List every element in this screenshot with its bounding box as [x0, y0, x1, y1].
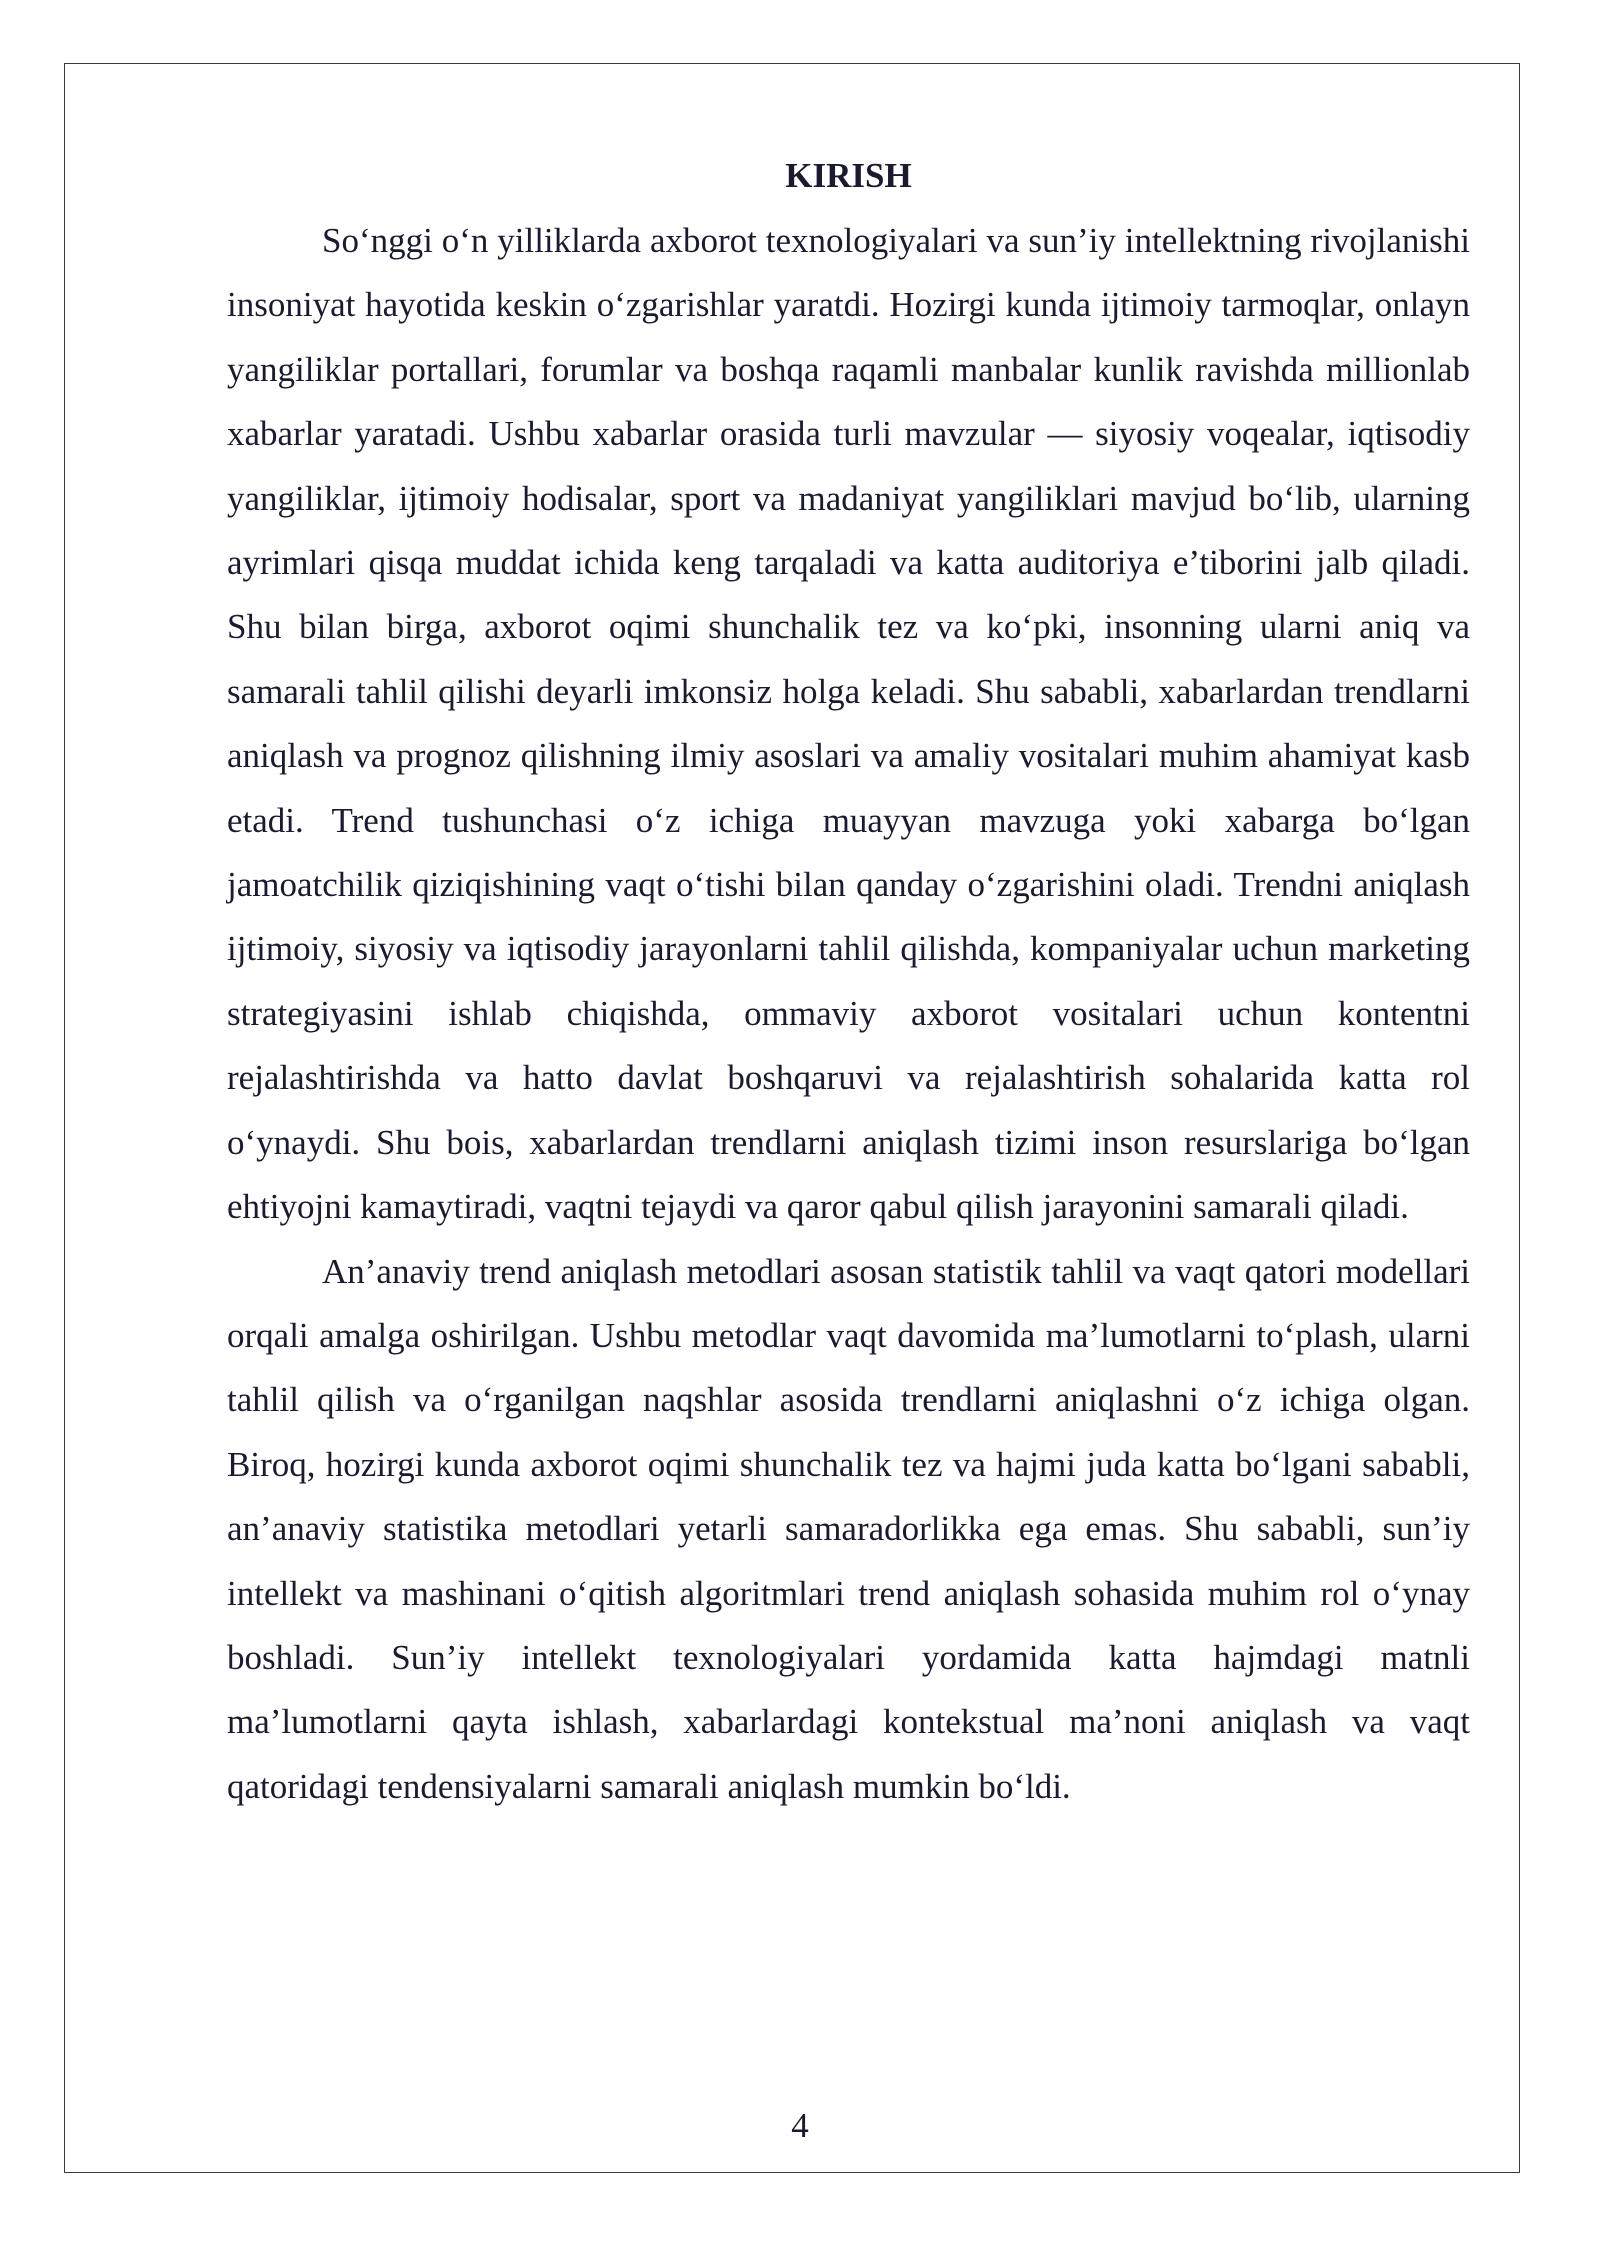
section-heading: KIRISH: [785, 156, 912, 195]
document-body: [227, 147, 1470, 1819]
paragraph-2: An’anaviy trend aniqlash metodlari asosan statistik tahlil va vaqt qatori modellari orqali amalga oshirilgan. Ushbu metodlar vaqt davomida ma’lumotlarni to‘plash, ularni tahlil qilish va o‘rganilgan naqshlar asosida trendlarni aniqlashni o‘z ichiga olgan. Biroq, hozirgi kunda axborot oqimi shunchalik tez va hajmi juda katta bo‘lgani sababli, an’anaviy statistika metodlari yetarli samaradorlikka ega emas. Shu sababli, sun’iy intellekt va mashinani o‘qitish algoritmlari trend aniqlash sohasida muhim rol o‘ynay boshladi. Sun’iy intellekt texnologiyalari yordamida katta hajmdagi matnli ma’lumotlarni qayta ishlash, xabarlardagi kontekstual ma’noni aniqlash va vaqt qatoridagi tendensiyalarni samarali aniqlash mumkin bo‘ldi.: [227, 1251, 1470, 1806]
page-number: 4: [791, 2106, 809, 2145]
paragraph-1: So‘nggi o‘n yilliklarda axborot texnologiyalari va sun’iy intellektning rivojlanishi insoniyat hayotida keskin o‘zgarishlar yaratdi. Hozirgi kunda ijtimoiy tarmoqlar, onlayn yangiliklar portallari, forumlar va boshqa raqamli manbalar kunlik ravishda millionlab xabarlar yaratadi. Ushbu xabarlar orasida turli mavzular — siyosiy voqealar, iqtisodiy yangiliklar, ijtimoiy hodisalar, sport va madaniyat yangiliklari mavjud bo‘lib, ularning ayrimlari qisqa muddat ichida keng tarqaladi va katta auditoriya e’tiborini jalb qiladi. Shu bilan birga, axborot oqimi shunchalik tez va ko‘pki, insonning ularni aniq va samarali tahlil qilishi deyarli imkonsiz holga keladi. Shu sababli, xabarlardan trendlarni aniqlash va prognoz qilishning ilmiy asoslari va amaliy vositalari muhim ahamiyat kasb etadi. Trend tushunchasi o‘z ichiga muayyan mavzuga yoki xabarga bo‘lgan jamoatchilik qiziqishining vaqt o‘tishi bilan qanday o‘zgarishini oladi. Trendni aniqlash ijtimoiy, siyosiy va iqtisodiy jarayonlarni tahlil qilishda, kompaniyalar uchun marketing strategiyasini ishlab chiqishda, ommaviy axborot vositalari uchun kontentni rejalashtirishda va hatto davlat boshqaruvi va rejalashtirish sohalarida katta rol o‘ynaydi. Shu bois, xabarlardan trendlarni aniqlash tizimi inson resurslariga bo‘lgan ehtiyojni kamaytiradi, vaqtni tejaydi va qaror qabul qilish jarayonini samarali qiladi.: [227, 221, 1470, 1227]
